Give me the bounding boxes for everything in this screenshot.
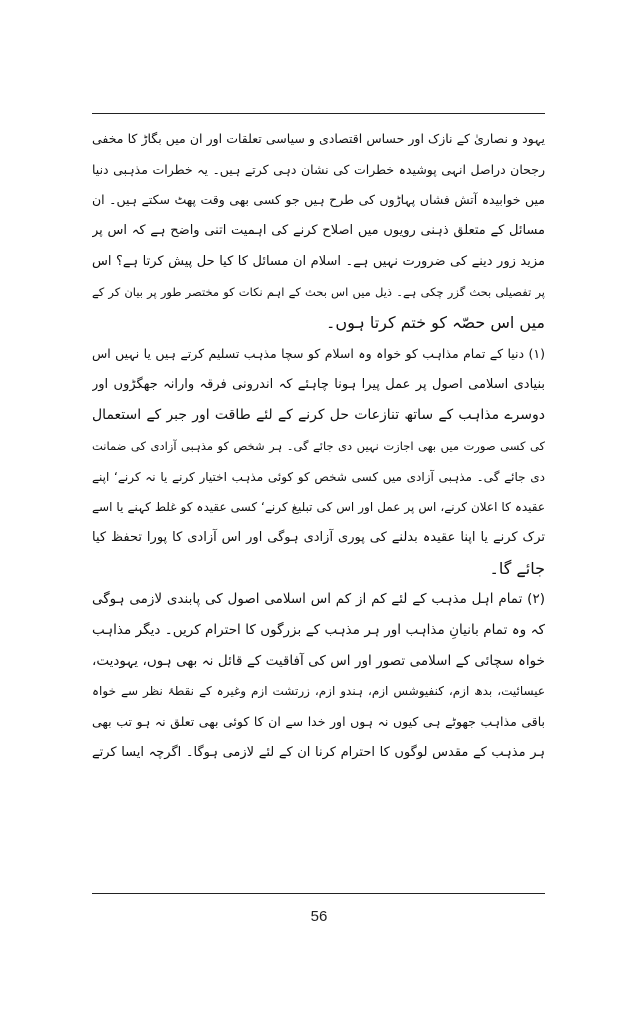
text-line: بنیادی اسلامی اصول پر عمل پیرا ہونا چاہئے کہ اندرونی فرقہ وارانہ جھگڑوں اور bbox=[92, 376, 545, 392]
text-line: دی جائے گی۔ مذہبی آزادی میں کسی شخص کو کوئی مذہب اختیار کرنے یا نہ کرنے‘ اپنے bbox=[92, 469, 545, 484]
text-line: مسائل کے متعلق ذہنی رویوں میں اصلاح کرنے کی اہمیت اتنی واضح ہے کہ اس پر bbox=[92, 223, 545, 239]
text-line: خواہ سچائی کے اسلامی تصور اور اس کی آفاقیت کے قائل نہ بھی ہوں، یہودیت، bbox=[92, 652, 545, 669]
text-line: یہود و نصاریٰ کے نازک اور حساس اقتصادی و سیاسی تعلقات اور ان میں بگاڑ کا مخفی bbox=[92, 131, 545, 146]
body-text bbox=[92, 124, 545, 768]
text-line: میں اس حصّہ کو ختم کرتا ہوں۔ bbox=[326, 313, 545, 333]
text-line: دوسرے مذاہب کے ساتھ تنازعات حل کرنے کے لئے طاقت اور جبر کے استعمال bbox=[92, 407, 545, 424]
text-line: (۲) تمام اہل مذہب کے لئے کم از کم اس اسلامی اصول کی پابندی لازمی ہوگی bbox=[92, 591, 545, 608]
text-line: رجحان دراصل انہی پوشیدہ خطرات کی نشان دہی کرتے ہیں۔ یہ خطرات مذہبی دنیا bbox=[92, 161, 545, 177]
text-line: کی کسی صورت میں بھی اجازت نہیں دی جائے گی۔ ہر شخص کو مذہبی آزادی کی ضمانت bbox=[92, 438, 545, 453]
text-line: مزید زور دینے کی ضرورت نہیں ہے۔ اسلام ان مسائل کا کیا حل پیش کرتا ہے؟ اس bbox=[92, 253, 545, 269]
text-line: عقیدہ کا اعلان کرنے، اس پر عمل اور اس کی تبلیغ کرنے‘ کسی عقیدہ کو غلط کہنے یا اسے bbox=[92, 500, 545, 515]
bottom-rule bbox=[92, 893, 545, 894]
text-line: (۱) دنیا کے تمام مذاہب کو خواہ وہ اسلام کو سچا مذہب تسلیم کرتے ہیں یا نہیں اس bbox=[92, 345, 545, 361]
text-line: ہر مذہب کے مقدس لوگوں کا احترام کرنا ان کے لئے لازمی ہوگا۔ اگرچہ ایسا کرتے bbox=[92, 744, 545, 760]
text-line: پر تفصیلی بحث گزر چکی ہے۔ ذیل میں اس بحث کے اہم نکات کو مختصر طور پر بیان کر کے bbox=[92, 285, 545, 300]
text-line: میں خوابیدہ آتش فشاں پہاڑوں کی طرح ہیں جو کسی بھی وقت پھٹ سکتے ہیں۔ ان bbox=[92, 192, 545, 208]
text-line: ترک کرنے یا اپنا عقیدہ بدلنے کی پوری آزادی ہوگی اور اس آزادی کا پورا تحفظ کیا bbox=[92, 529, 545, 545]
text-line: کہ وہ تمام بانیانِ مذاہب اور ہر مذہب کے بزرگوں کا احترام کریں۔ دیگر مذاہب bbox=[92, 622, 545, 638]
page-number: 56 bbox=[310, 908, 328, 925]
text-line: باقی مذاہب جھوٹے ہی کیوں نہ ہوں اور خدا سے ان کا کوئی بھی تعلق نہ ہو تب بھی bbox=[92, 714, 545, 730]
text-line: عیسائیت، بدھ ازم، کنفیوشس ازم، ہندو ازم، زرتشت ازم وغیرہ کے نقطۂ نظر سے خواہ bbox=[92, 684, 545, 699]
top-rule bbox=[92, 113, 545, 114]
text-line: جائے گا۔ bbox=[489, 558, 545, 578]
